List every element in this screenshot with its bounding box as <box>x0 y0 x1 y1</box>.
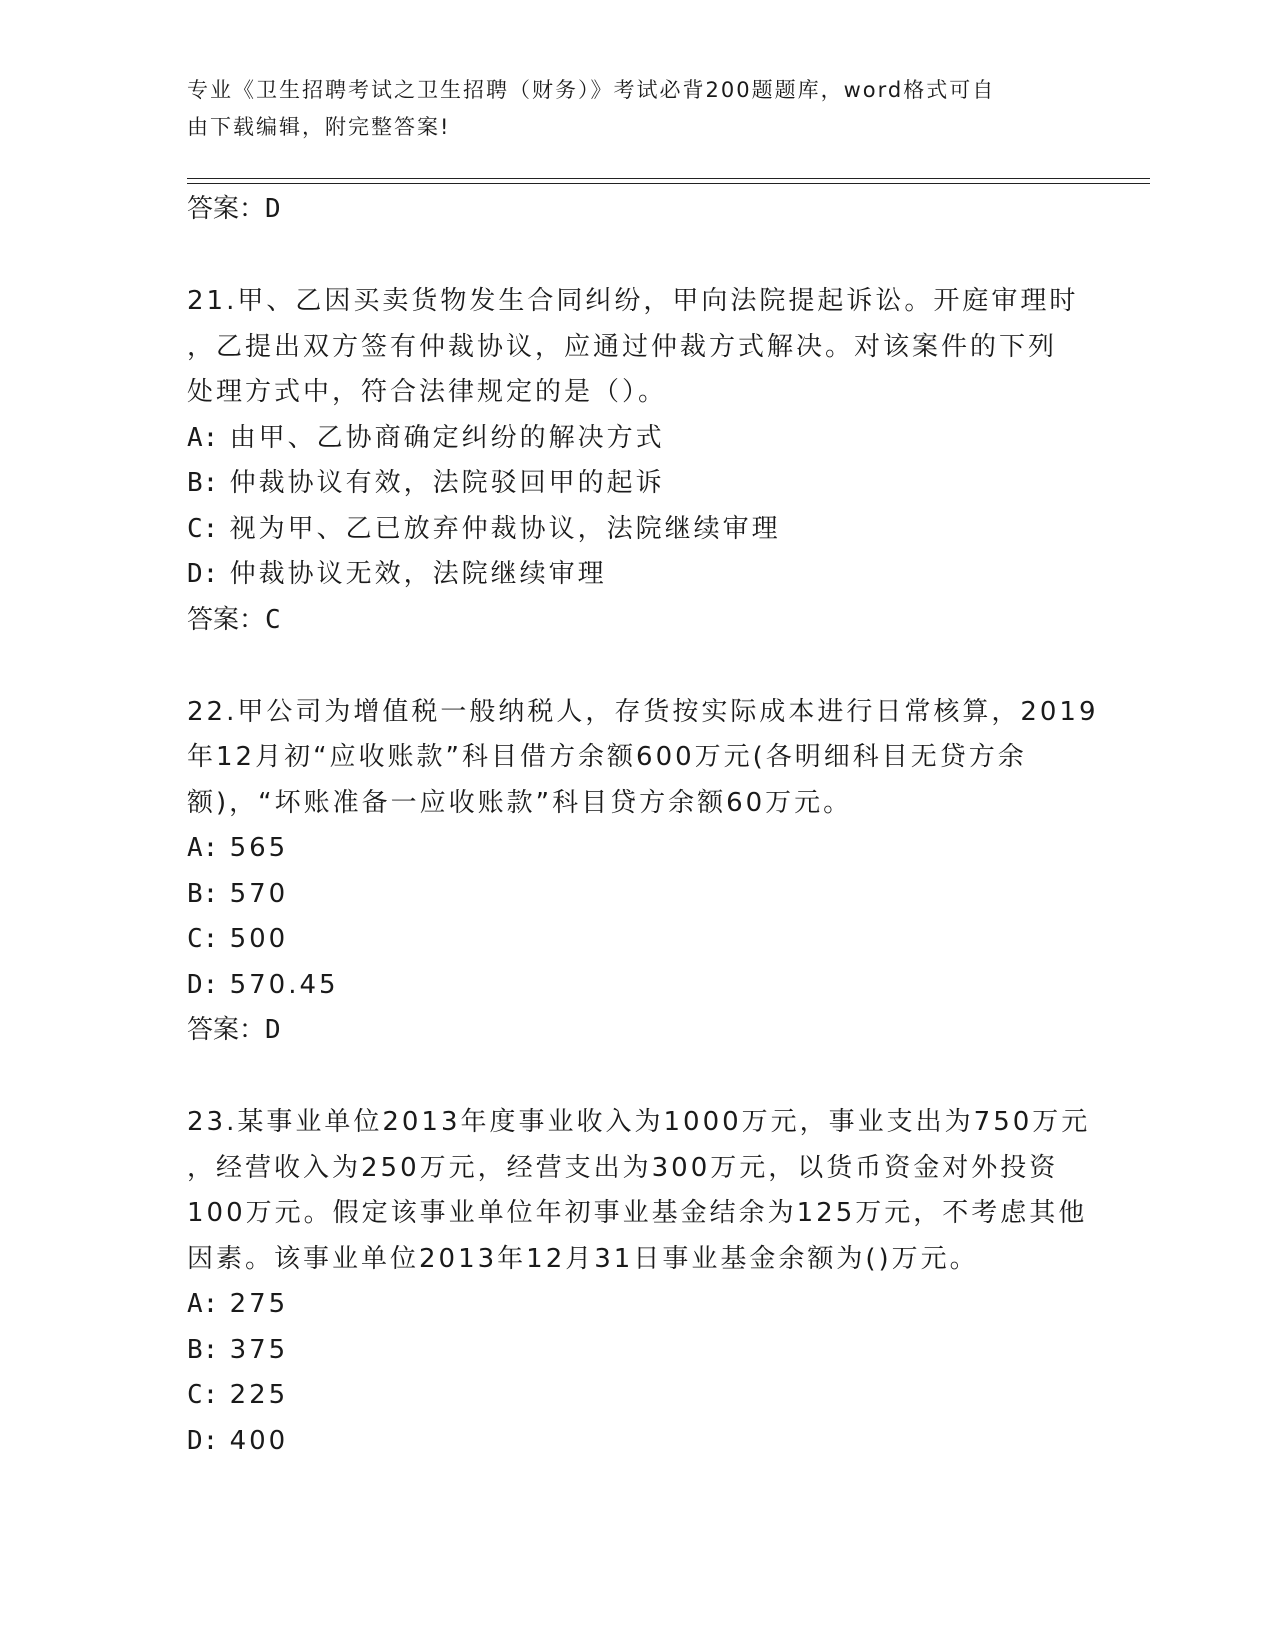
option-key: B: <box>187 1334 219 1365</box>
answer-value: D <box>265 194 281 224</box>
question-text-line: 23.某事业单位2013年度事业收入为1000万元，事业支出为750万元 <box>187 1107 1091 1137</box>
header-line-1: 专业《卫生招聘考试之卫生招聘（财务）》考试必背200题题库，word格式可自 <box>187 78 996 102</box>
question-22 <box>187 690 1099 1054</box>
answer-value: D <box>265 1015 281 1045</box>
question-text-line: ，乙提出双方签有仲裁协议，应通过仲裁方式解决。对该案件的下列 <box>187 331 1058 362</box>
document-header <box>187 72 1077 146</box>
option-text: 565 <box>229 833 289 863</box>
question-text-line: 额)，“坏账准备一应收账款”科目贷方余额60万元。 <box>187 787 853 818</box>
option-text: 570 <box>229 878 289 909</box>
option-text: 500 <box>229 924 289 954</box>
question-text-line: ，经营收入为250万元，经营支出为300万元，以货币资金对外投资 <box>187 1152 1059 1183</box>
answer-value: C <box>265 604 281 635</box>
header-line-2: 由下载编辑，附完整答案! <box>187 115 451 139</box>
question-text-line: 22.甲公司为增值税一般纳税人，存货按实际成本进行日常核算，2019 <box>187 696 1099 727</box>
question-text-line: 处理方式中，符合法律规定的是（）。 <box>187 377 668 407</box>
option-c <box>187 1373 1087 1419</box>
option-key: D: <box>187 1425 219 1456</box>
option-a <box>187 826 1087 872</box>
question-spacer <box>187 232 1087 279</box>
answer-label: 答案： <box>187 604 266 635</box>
option-key: A: <box>187 833 219 863</box>
answer-line <box>187 598 1087 643</box>
option-key: C: <box>187 513 219 544</box>
option-b <box>187 461 1087 507</box>
option-text: 仲裁协议有效，法院驳回甲的起诉 <box>229 468 665 498</box>
option-text: 由甲、乙协商确定纠纷的解决方式 <box>229 422 665 453</box>
answer-label: 答案： <box>187 1015 266 1045</box>
option-key: D: <box>187 969 219 1000</box>
question-spacer <box>187 643 1087 690</box>
option-key: D: <box>187 559 219 589</box>
question-text-line: 因素。该事业单位2013年12月31日事业基金余额为()万元。 <box>187 1243 979 1274</box>
option-text: 400 <box>229 1425 289 1456</box>
answer-line <box>187 1008 1087 1053</box>
option-text: 275 <box>229 1289 289 1319</box>
option-key: A: <box>187 422 219 453</box>
option-key: C: <box>187 924 219 954</box>
option-text: 570.45 <box>229 969 339 1000</box>
question-text-line: 21.甲、乙因买卖货物发生合同纠纷，甲向法院提起诉讼。开庭审理时 <box>187 286 1079 316</box>
header-divider <box>187 178 1150 184</box>
option-text: 仲裁协议无效，法院继续审理 <box>229 559 607 589</box>
question-list <box>187 187 1099 1464</box>
option-key: B: <box>187 468 219 498</box>
answer-label: 答案： <box>187 194 266 224</box>
option-c <box>187 917 1087 963</box>
answer-line <box>187 187 1087 232</box>
option-b <box>187 872 1087 918</box>
option-d <box>187 1419 1087 1465</box>
question-23 <box>187 1100 1091 1464</box>
option-a <box>187 1282 1087 1328</box>
option-b <box>187 1328 1087 1374</box>
option-a <box>187 416 1087 462</box>
option-text: 225 <box>229 1380 289 1410</box>
option-d <box>187 552 1087 598</box>
question-text-line: 100万元。假定该事业单位年初事业基金结余为125万元，不考虑其他 <box>187 1198 1088 1228</box>
option-d <box>187 963 1087 1009</box>
question-spacer <box>187 1053 1087 1100</box>
option-c <box>187 507 1087 553</box>
option-key: C: <box>187 1380 219 1410</box>
option-text: 视为甲、乙已放弃仲裁协议，法院继续审理 <box>229 513 781 544</box>
option-key: A: <box>187 1289 219 1319</box>
question-21 <box>187 279 1087 643</box>
option-key: B: <box>187 878 219 909</box>
question-text-line: 年12月初“应收账款”科目借方余额600万元(各明细科目无贷方余 <box>187 742 1027 772</box>
option-text: 375 <box>229 1334 289 1365</box>
